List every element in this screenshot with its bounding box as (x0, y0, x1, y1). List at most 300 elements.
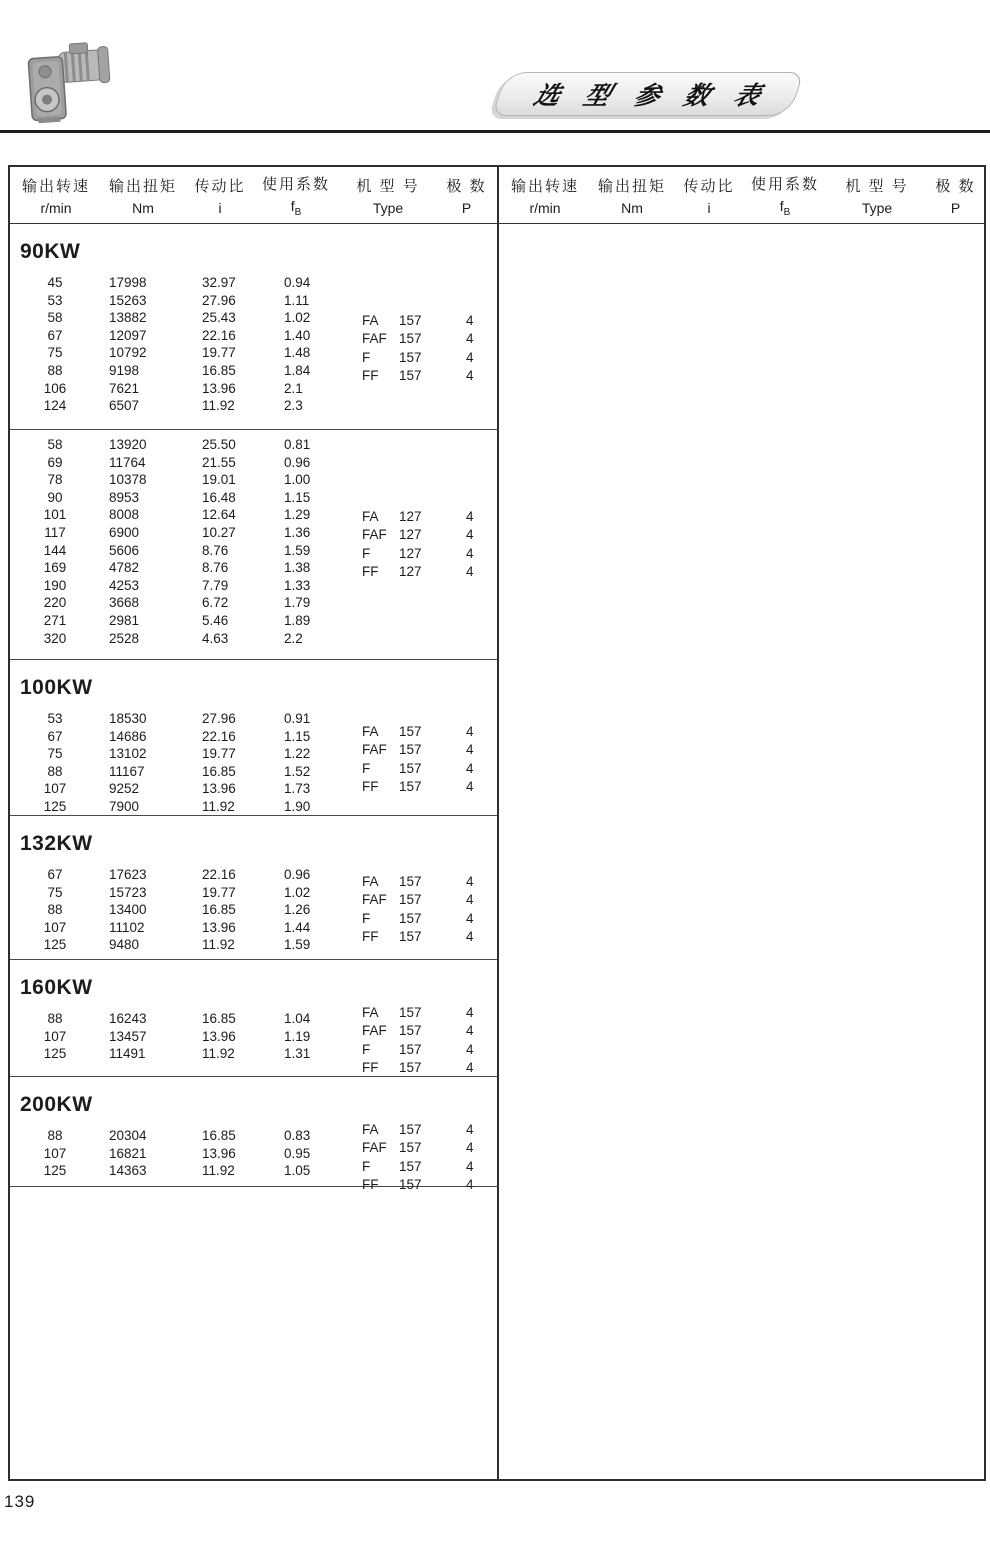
ratio-value: 13.96 (202, 380, 236, 396)
speed-value: 320 (43, 630, 67, 646)
col-torque-unit: Nm (132, 199, 154, 216)
model-size: 157 (399, 1041, 422, 1057)
model-row (346, 563, 497, 581)
ratio-value: 13.96 (202, 781, 236, 797)
model-size: 157 (399, 1176, 422, 1192)
table-row (10, 327, 346, 345)
table-row (10, 901, 346, 919)
speed-value: 106 (43, 380, 67, 396)
table-row (10, 728, 346, 746)
service-factor-value: 1.04 (284, 1011, 311, 1026)
torque-value: 13400 (109, 902, 147, 918)
speed-value: 58 (47, 310, 63, 326)
col-ratio-zh: 传动比 (194, 177, 246, 195)
model-row (346, 778, 497, 796)
service-factor-value: 1.29 (284, 507, 311, 523)
torque-value: 15263 (109, 292, 147, 308)
torque-value: 11102 (109, 919, 145, 935)
model-row (346, 349, 497, 367)
torque-value: 6507 (109, 398, 140, 414)
table-row (10, 362, 346, 380)
ratio-value: 11.92 (202, 398, 235, 414)
col-model (825, 175, 929, 216)
col-service-factor (745, 173, 825, 218)
table-row (10, 630, 346, 648)
data-rows (10, 430, 346, 659)
torque-value: 8008 (109, 507, 140, 523)
group-body (10, 430, 497, 659)
model-poles: 4 (466, 1176, 474, 1192)
power-groups (10, 224, 497, 1479)
model-size: 157 (399, 910, 422, 926)
table-row (10, 436, 346, 454)
ratio-value: 13.96 (202, 1028, 236, 1044)
col-speed (499, 175, 591, 216)
ratio-value: 8.76 (202, 542, 229, 558)
speed-value: 190 (43, 577, 67, 593)
model-list (346, 1121, 497, 1194)
gearmotor-photo (22, 40, 118, 128)
speed-value: 125 (43, 1163, 67, 1179)
model-row (346, 330, 497, 348)
model-type: F (362, 545, 371, 561)
torque-value: 10792 (109, 345, 147, 361)
torque-value: 20304 (109, 1128, 147, 1143)
model-size: 127 (399, 508, 422, 524)
power-group-132kw (10, 816, 497, 960)
table-row (10, 489, 346, 507)
model-list (346, 704, 497, 816)
service-factor-value: 1.02 (284, 884, 311, 900)
service-factor-value: 2.2 (284, 630, 303, 646)
model-poles: 4 (466, 873, 474, 889)
torque-value: 4253 (109, 577, 140, 593)
col-torque-unit: Nm (621, 199, 643, 216)
col-poles (440, 175, 493, 216)
ratio-value: 22.16 (202, 327, 236, 343)
service-factor-value: 1.84 (284, 362, 311, 378)
ratio-value: 19.77 (202, 746, 236, 762)
selection-table (8, 165, 986, 1481)
model-poles: 4 (466, 1041, 474, 1057)
data-rows (10, 1004, 346, 1077)
ratio-value: 12.64 (202, 507, 236, 523)
service-factor-value: 1.59 (284, 542, 311, 558)
col-model-unit: Type (372, 199, 404, 216)
model-poles: 4 (466, 527, 474, 543)
service-factor-value: 0.96 (284, 867, 311, 882)
model-type: FF (362, 1176, 379, 1192)
model-size: 157 (399, 312, 422, 328)
speed-value: 101 (43, 507, 67, 523)
table-row (10, 274, 346, 292)
table-row (10, 763, 346, 781)
service-factor-value: 0.96 (284, 454, 311, 470)
model-size: 157 (399, 349, 422, 365)
table-row (10, 309, 346, 327)
model-poles: 4 (466, 545, 474, 561)
table-row (10, 936, 346, 954)
model-type: FF (362, 928, 379, 944)
col-poles (929, 175, 982, 216)
table-row (10, 884, 346, 902)
model-poles: 4 (466, 508, 474, 524)
col-model (336, 175, 440, 216)
service-factor-value: 1.15 (284, 728, 311, 744)
group-body (10, 1004, 497, 1077)
ratio-value: 16.85 (202, 1128, 236, 1143)
col-torque-zh: 输出扭矩 (597, 177, 666, 195)
speed-value: 53 (47, 711, 63, 726)
ratio-value: 11.92 (202, 798, 235, 814)
table-row (10, 1162, 346, 1180)
ratio-value: 5.46 (202, 612, 229, 628)
model-size: 157 (399, 331, 422, 347)
ratio-value: 25.50 (202, 437, 236, 452)
section-label: 100KW (20, 676, 93, 699)
ratio-value: 19.01 (202, 472, 236, 488)
torque-value: 9198 (109, 362, 140, 378)
data-rows (10, 860, 346, 959)
model-size: 157 (399, 742, 422, 758)
col-ratio-zh: 传动比 (683, 177, 735, 195)
speed-value: 53 (47, 292, 63, 308)
table-row (10, 524, 346, 542)
torque-value: 9480 (109, 937, 140, 953)
speed-value: 107 (43, 781, 67, 797)
torque-value: 13920 (109, 437, 147, 452)
model-size: 157 (399, 892, 422, 908)
torque-value: 7621 (109, 380, 140, 396)
table-row (10, 780, 346, 798)
ratio-value: 4.63 (202, 630, 229, 646)
model-type: FA (362, 1122, 379, 1137)
service-factor-value: 1.38 (284, 560, 311, 576)
model-type: FA (362, 724, 379, 740)
model-type: FAF (362, 892, 387, 908)
ratio-value: 11.92 (202, 937, 235, 953)
ratio-value: 21.55 (202, 454, 236, 470)
model-row (346, 545, 497, 563)
service-factor-value: 1.73 (284, 781, 311, 797)
table-row (10, 866, 346, 884)
table-row (10, 745, 346, 763)
model-size: 157 (399, 1158, 422, 1174)
model-poles: 4 (466, 563, 474, 579)
ratio-value: 7.79 (202, 577, 229, 593)
service-factor-value: 2.3 (284, 398, 303, 414)
speed-value: 271 (43, 612, 67, 628)
table-column-right (497, 167, 984, 1479)
model-type: FAF (362, 1023, 387, 1039)
ratio-value: 13.96 (202, 919, 236, 935)
service-factor-value: 1.11 (284, 292, 310, 308)
speed-value: 88 (47, 1128, 63, 1143)
model-poles: 4 (466, 724, 474, 740)
ratio-value: 13.96 (202, 1145, 236, 1161)
model-row (346, 508, 497, 526)
data-rows (10, 1187, 346, 1479)
model-poles: 4 (466, 367, 474, 383)
model-list (346, 430, 497, 659)
model-row (346, 760, 497, 778)
ratio-value: 11.92 (202, 1046, 235, 1062)
model-row (346, 723, 497, 741)
model-size: 157 (399, 1005, 422, 1020)
model-size: 157 (399, 760, 422, 776)
group-body (10, 860, 497, 959)
service-factor-value: 1.40 (284, 327, 311, 343)
service-factor-value: 1.59 (284, 937, 311, 953)
gearmotor-illustration (22, 40, 118, 128)
model-row (346, 312, 497, 330)
service-factor-value: 0.91 (284, 711, 311, 726)
col-poles-unit: P (461, 199, 472, 216)
torque-value: 3668 (109, 595, 140, 611)
speed-value: 169 (43, 560, 67, 576)
model-row (346, 526, 497, 544)
col-torque (591, 175, 673, 216)
table-row (10, 292, 346, 310)
power-group-160kw (10, 960, 497, 1077)
torque-value: 17998 (109, 275, 147, 290)
section-label: 200KW (20, 1093, 93, 1116)
model-poles: 4 (466, 760, 474, 776)
model-type: FF (362, 1059, 379, 1075)
model-row (346, 1139, 497, 1157)
model-poles: 4 (466, 928, 474, 944)
ratio-value: 27.96 (202, 711, 236, 726)
ratio-value: 16.85 (202, 902, 236, 918)
table-row (10, 1127, 346, 1145)
section-label: 90KW (20, 240, 81, 263)
speed-value: 58 (47, 437, 63, 452)
model-type: FA (362, 312, 379, 328)
ratio-value: 11.92 (202, 1163, 235, 1179)
service-factor-value: 1.36 (284, 524, 311, 540)
torque-value: 13102 (109, 746, 147, 762)
service-factor-value: 1.31 (284, 1046, 311, 1062)
model-row (346, 1041, 497, 1059)
speed-value: 75 (47, 884, 63, 900)
page-number: 139 (4, 1492, 36, 1511)
table-row (10, 454, 346, 472)
speed-value: 107 (43, 1145, 67, 1161)
table-row (10, 919, 346, 937)
table-row (10, 1010, 346, 1028)
ratio-value: 22.16 (202, 867, 236, 882)
model-size: 157 (399, 1140, 422, 1156)
table-row (10, 344, 346, 362)
model-poles: 4 (466, 1122, 474, 1137)
model-size: 157 (399, 873, 422, 889)
model-row (346, 1004, 497, 1022)
torque-value: 13457 (109, 1028, 147, 1044)
ratio-value: 19.77 (202, 345, 236, 361)
torque-value: 2981 (109, 612, 140, 628)
speed-value: 220 (43, 595, 67, 611)
table-row (10, 559, 346, 577)
table-row (10, 471, 346, 489)
speed-value: 88 (47, 902, 63, 918)
model-poles: 4 (466, 312, 474, 328)
table-row (10, 1145, 346, 1163)
speed-value: 67 (47, 327, 63, 343)
speed-value: 90 (47, 489, 63, 505)
speed-value: 67 (47, 728, 63, 744)
header-rule (0, 130, 990, 133)
speed-value: 107 (43, 919, 67, 935)
model-row (346, 1158, 497, 1176)
model-poles: 4 (466, 1059, 474, 1075)
speed-value: 125 (43, 937, 67, 953)
model-type: F (362, 1158, 371, 1174)
speed-value: 69 (47, 454, 63, 470)
empty-body (499, 224, 984, 1479)
model-type: FA (362, 1005, 379, 1020)
torque-value: 11764 (109, 454, 146, 470)
speed-value: 75 (47, 746, 63, 762)
ratio-value: 19.77 (202, 884, 236, 900)
col-speed-zh: 输出转速 (510, 177, 579, 195)
ratio-value: 16.85 (202, 1011, 236, 1026)
model-type: FF (362, 563, 379, 579)
model-type: F (362, 349, 371, 365)
torque-value: 12097 (109, 327, 147, 343)
power-group-cont (10, 430, 497, 660)
model-poles: 4 (466, 1158, 474, 1174)
col-ratio (184, 175, 256, 216)
table-row (10, 397, 346, 415)
model-size: 127 (399, 545, 422, 561)
power-group-100kw (10, 660, 497, 816)
ratio-value: 32.97 (202, 275, 236, 290)
fb-sub: B (783, 206, 791, 218)
model-type: FF (362, 779, 379, 795)
model-type: FF (362, 367, 379, 383)
speed-value: 45 (47, 275, 63, 290)
ratio-value: 22.16 (202, 728, 236, 744)
service-factor-value: 0.94 (284, 275, 311, 290)
speed-value: 67 (47, 867, 63, 882)
table-row (10, 710, 346, 728)
col-poles-zh: 极 数 (935, 177, 976, 195)
col-speed-zh: 输出转速 (21, 177, 90, 195)
service-factor-value: 1.79 (284, 595, 311, 611)
table-row (10, 1045, 346, 1063)
fb-main: f (290, 197, 295, 214)
model-row (346, 741, 497, 759)
col-speed (10, 175, 102, 216)
ratio-value: 16.48 (202, 489, 236, 505)
model-poles: 4 (466, 742, 474, 758)
torque-value: 9252 (109, 781, 140, 797)
table-column-left (10, 167, 497, 1479)
model-type: FAF (362, 527, 387, 543)
model-row (346, 1022, 497, 1040)
col-torque (102, 175, 184, 216)
model-poles: 4 (466, 1005, 474, 1020)
torque-value: 11491 (109, 1046, 146, 1062)
table-row (10, 542, 346, 560)
service-factor-value: 1.19 (284, 1028, 311, 1044)
table-row (10, 594, 346, 612)
service-factor-value: 1.44 (284, 919, 311, 935)
service-factor-value: 1.89 (284, 612, 311, 628)
table-row (10, 577, 346, 595)
service-factor-value: 1.22 (284, 746, 311, 762)
group-body (10, 1121, 497, 1194)
ratio-value: 6.72 (202, 595, 229, 611)
model-row (346, 928, 497, 946)
col-model-unit: Type (861, 199, 893, 216)
col-model-zh: 机 型 号 (356, 177, 420, 195)
service-factor-value: 1.33 (284, 577, 311, 593)
torque-value: 11167 (109, 763, 145, 779)
page-title: 选 型 参 数 表 (530, 82, 774, 110)
model-type: FAF (362, 1140, 387, 1156)
data-rows (10, 704, 346, 816)
torque-value: 16243 (109, 1011, 147, 1026)
section-label: 132KW (20, 832, 93, 855)
ratio-value: 27.96 (202, 292, 236, 308)
model-size: 157 (399, 928, 422, 944)
speed-value: 88 (47, 362, 63, 378)
power-group-90kw (10, 224, 497, 430)
fb-main: f (779, 197, 784, 214)
torque-value: 18530 (109, 711, 147, 726)
power-group-cont (10, 1187, 497, 1479)
torque-value: 6900 (109, 524, 140, 540)
ratio-value: 10.27 (202, 524, 236, 540)
model-list (346, 268, 497, 429)
model-type: F (362, 760, 371, 776)
speed-value: 88 (47, 763, 63, 779)
table-row (10, 506, 346, 524)
speed-value: 117 (44, 524, 66, 540)
model-poles: 4 (466, 910, 474, 926)
torque-value: 16821 (109, 1145, 147, 1161)
service-factor-value: 1.26 (284, 902, 311, 918)
model-size: 157 (399, 779, 422, 795)
speed-value: 78 (47, 472, 63, 488)
title-banner (492, 72, 804, 116)
service-factor-value: 0.81 (284, 437, 311, 452)
torque-value: 7900 (109, 798, 140, 814)
col-service-factor-unit (780, 198, 791, 218)
speed-value: 107 (43, 1028, 67, 1044)
col-poles-zh: 极 数 (446, 177, 487, 195)
col-service-factor (256, 173, 336, 218)
model-size: 157 (399, 1023, 422, 1039)
ratio-value: 8.76 (202, 560, 229, 576)
model-poles: 4 (466, 1023, 474, 1039)
col-speed-unit: r/min (40, 199, 72, 216)
model-size: 127 (399, 527, 422, 543)
model-list (346, 1004, 497, 1077)
speed-value: 124 (43, 398, 67, 414)
group-body (10, 704, 497, 816)
col-model-zh: 机 型 号 (845, 177, 909, 195)
speed-value: 144 (43, 542, 67, 558)
table-row (10, 798, 346, 816)
model-poles: 4 (466, 779, 474, 795)
torque-value: 17623 (109, 867, 147, 882)
torque-value: 8953 (109, 489, 140, 505)
col-torque-zh: 输出扭矩 (108, 177, 177, 195)
torque-value: 4782 (109, 560, 140, 576)
power-group-200kw (10, 1077, 497, 1192)
